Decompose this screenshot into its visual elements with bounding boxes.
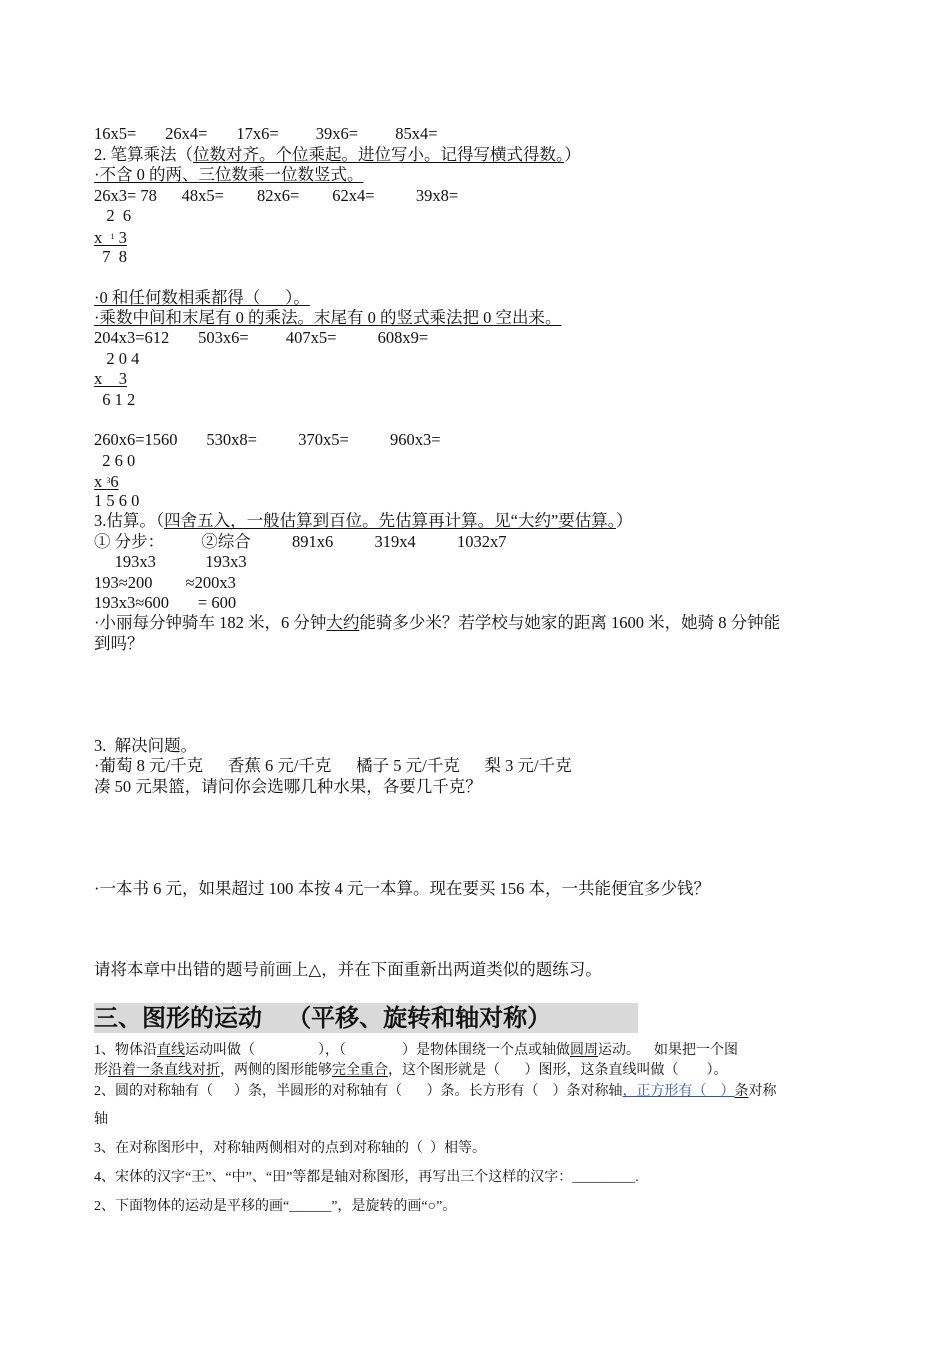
vertical-calc-2-mult: x 3 (94, 369, 127, 388)
review-instruction: 请将本章中出错的题号前画上△，并在下面重新出两道类似的题练习。 (94, 960, 602, 979)
section-2-title: 2. 笔算乘法（位数对齐。个位乘起。进位写小。记得写横式得数。） (94, 145, 581, 164)
section-2-rule: 位数对齐。个位乘起。进位写小。记得写横式得数。 (193, 145, 565, 164)
solve-title: 3. 解决问题。 (94, 736, 198, 755)
book-question: ·一本书 6 元，如果超过 100 本按 4 元一本算。现在要买 156 本，一共能便宜多少钱？ (94, 879, 710, 898)
calc-row-2: 26x3= 78 48x5= 82x6= 62x4= 39x8= (94, 186, 459, 205)
shape-question-4: 4、宋体的汉字“王”、“中”、“田”等都是轴对称图形，再写出三个这样的汉字：_________. (94, 1170, 639, 1185)
section-3-rule: 四舍五入，一般估算到百位。先估算再计算。见“大约”要估算。 (164, 511, 617, 530)
vertical-calc-2-result: 6 1 2 (94, 390, 136, 409)
shape-question-5: 2、下面物体的运动是平移的画“______”，是旋转的画“○”。 (94, 1199, 457, 1214)
calc-row-1: 16x5= 26x4= 17x6= 39x6= 85x4= (94, 124, 438, 143)
vertical-calc-3-result: 1 5 6 0 (94, 491, 140, 510)
rule-zero-middle: ·乘数中间和末尾有 0 的乘法。末尾有 0 的竖式乘法把 0 空出来。 (94, 308, 562, 327)
shape-question-2: 2、圆的对称轴有（ ）条，半圆形的对称轴有（ ）条。长方形有（ ）条对称轴，正方形有（ ）条对称 (94, 1084, 777, 1099)
carry-digit: 1 (110, 232, 115, 241)
carry-digit: 3 (106, 476, 111, 485)
vertical-calc-2-top: 2 0 4 (94, 349, 140, 368)
rule-zero-times: ·0 和任何数相乘都得（ ）。 (94, 288, 310, 307)
estimate-row-4: 193x3≈600 = 600 (94, 593, 237, 612)
shape-question-3: 3、在对称图形中，对称轴两侧相对的点到对称轴的（ ）相等。 (94, 1141, 486, 1156)
vertical-calc-1-mult: x $^1$ 3 (94, 228, 127, 247)
keyword-about: 大约 (326, 613, 360, 632)
calc-row-4: 260x6=1560 530x8= 370x5= 960x3= (94, 430, 441, 449)
shape-question-1: 1、物体沿直线运动叫做（ ），（ ）是物体围绕一个点或轴做圆周运动。 如果把一个图 (94, 1043, 738, 1058)
section-heading-shape-motion: 三、图形的运动 （平移、旋转和轴对称） (94, 1003, 638, 1033)
shape-question-2-cont: 轴 (94, 1112, 108, 1127)
fruit-basket-question: 凑 50 元果篮，请问你会选哪几种水果，各要几千克？ (94, 777, 482, 796)
section-3-title: 3.估算。（四舍五入，一般估算到百位。先估算再计算。见“大约”要估算。） (94, 511, 633, 530)
estimate-row-3: 193≈200 ≈200x3 (94, 573, 236, 592)
estimate-row-2: 193x3 193x3 (94, 552, 247, 571)
vertical-calc-1-result: 7 8 (94, 247, 127, 266)
fruit-prices: ·葡萄 8 元/千克 香蕉 6 元/千克 橘子 5 元/千克 梨 3 元/千克 (94, 756, 572, 775)
vertical-calc-1-top: 2 6 (94, 206, 132, 225)
vertical-calc-3-top: 2 6 0 (94, 451, 136, 470)
estimate-row-1: ① 分步： ②综合 891x6 319x4 1032x7 (94, 532, 507, 551)
rule-no-zero: ·不含 0 的两、三位数乘一位数竖式。 (94, 165, 364, 184)
square-axis-blank: ，正方形有（ ） (622, 1084, 735, 1099)
estimate-problem-cont: 到吗？ (94, 634, 144, 653)
estimate-problem: ·小丽每分钟骑车 182 米，6 分钟大约能骑多少米？若学校与她家的距离 1600 米，她骑 8 分钟能 (94, 613, 781, 632)
shape-question-1-cont: 形沿着一条直线对折，两侧的图形能够完全重合，这个图形就是（ ）图形，这条直线叫做（ ）。 (94, 1063, 728, 1078)
vertical-calc-3-mult: x $^3$6 (94, 472, 119, 491)
calc-row-3: 204x3=612 503x6= 407x5= 608x9= (94, 328, 429, 347)
